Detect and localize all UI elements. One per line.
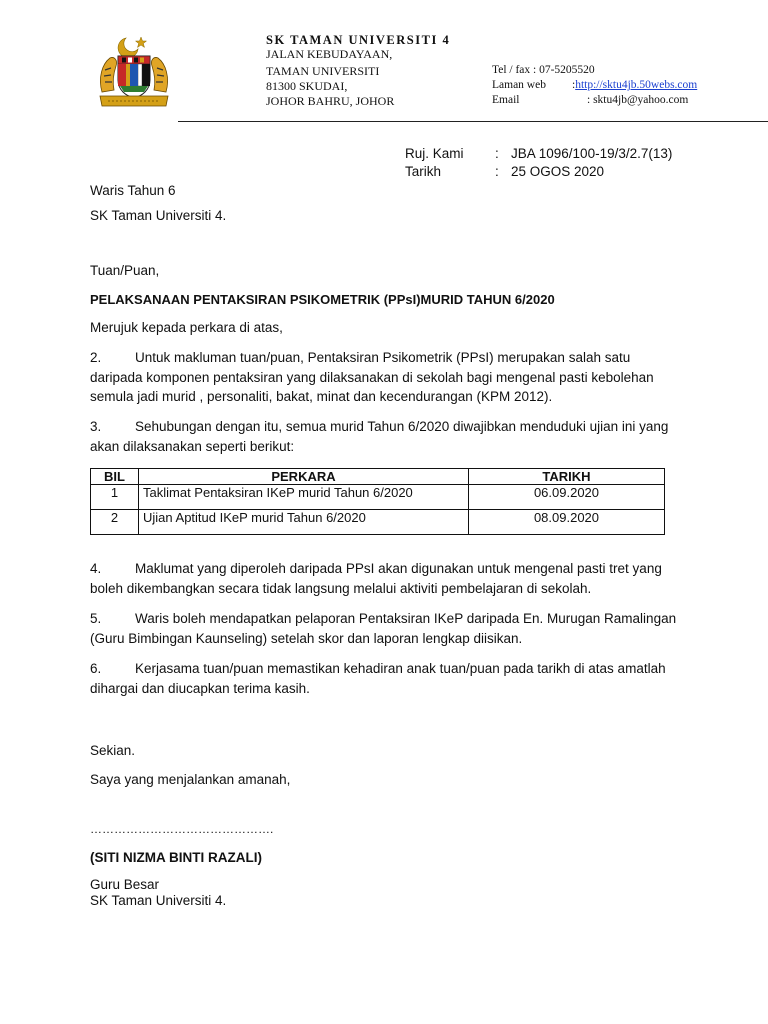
closing-motto: Saya yang menjalankan amanah,: [90, 772, 291, 787]
letter-subject: PELAKSANAAN PENTAKSIRAN PSIKOMETRIK (PPsI)MURID TAHUN 6/2020: [90, 292, 555, 307]
paragraph-line: Waris boleh mendapatkan pelaporan Pentaksiran IKeP daripada En. Murugan Ramalingan: [135, 611, 677, 626]
date-value: 25 OGOS 2020: [511, 164, 605, 179]
paragraph-6: [90, 659, 710, 698]
contact-value: : 07-5205520: [533, 64, 595, 76]
letterhead-divider: [178, 121, 768, 122]
contact-phone: [492, 64, 595, 76]
signatory-school: SK Taman Universiti 4.: [90, 893, 227, 908]
website-link[interactable]: http://sktu4jb.50webs.com: [575, 79, 698, 91]
paragraph-line: Untuk makluman tuan/puan, Pentaksiran Psikometrik (PPsI) merupakan salah satu: [135, 350, 631, 365]
reference-key: Ruj. Kami: [405, 146, 464, 161]
column-header: BIL: [91, 469, 139, 485]
signatory-name: (SITI NIZMA BINTI RAZALI): [90, 850, 262, 865]
paragraph-line: Kerjasama tuan/puan memastikan kehadiran anak tuan/puan pada tarikh di atas amatlah: [135, 661, 666, 676]
address-line: JALAN KEBUDAYAAN,: [266, 47, 393, 61]
address-line: TAMAN UNIVERSITI: [266, 64, 380, 78]
closing-sekian: Sekian.: [90, 743, 136, 758]
contact-colon: :: [572, 79, 576, 91]
paragraph-line: (Guru Bimbingan Kaunseling) setelah skor dan laporan lengkap diisikan.: [90, 630, 523, 646]
contact-website: [492, 79, 697, 91]
cell-perkara: Taklimat Pentaksiran IKeP murid Tahun 6/2020: [139, 485, 469, 510]
salutation: Tuan/Puan,: [90, 263, 160, 278]
signatory-position: Guru Besar: [90, 877, 160, 892]
reference-line: [405, 146, 672, 161]
signature-line: ……………………………………….: [90, 822, 274, 836]
reference-sep: :: [495, 146, 499, 161]
cell-perkara: Ujian Aptitud IKeP murid Tahun 6/2020: [139, 510, 469, 535]
contact-label: Email: [492, 94, 520, 106]
address-line: JOHOR BAHRU, JOHOR: [266, 94, 395, 108]
contact-email: [492, 94, 688, 106]
school-crest-logo: [96, 34, 172, 108]
table-row: [91, 510, 665, 535]
cell-bil: 2: [91, 510, 139, 535]
contact-label: Tel / fax: [492, 64, 531, 76]
column-header: PERKARA: [139, 469, 469, 485]
paragraph-line: boleh dikembangkan secara tidak langsung melalui aktiviti pembelajaran di sekolah.: [90, 580, 592, 596]
paragraph-3: [90, 417, 710, 456]
paragraph-line: daripada komponen pentaksiran yang dilaksanakan di sekolah bagi mengenal pasti kebolehan: [90, 369, 654, 385]
email-value: sktu4jb@yahoo.com: [593, 94, 689, 106]
paragraph-line: dihargai dan diucapkan terima kasih.: [90, 680, 310, 696]
school-name: SK TAMAN UNIVERSITI 4: [266, 33, 451, 47]
column-header: TARIKH: [469, 469, 665, 485]
paragraph-2: [90, 348, 710, 407]
contact-label: Laman web: [492, 79, 546, 91]
recipient-line: Waris Tahun 6: [90, 183, 176, 198]
paragraph-number: 2.: [90, 350, 102, 365]
table-row: [91, 485, 665, 510]
paragraph-number: 4.: [90, 561, 102, 576]
paragraph-number: 5.: [90, 611, 102, 626]
date-key: Tarikh: [405, 164, 442, 179]
recipient-line: SK Taman Universiti 4.: [90, 208, 227, 223]
paragraph-5: [90, 609, 710, 648]
paragraph-line: semula jadi murid , personaliti, bakat, minat dan kecendurangan (KPM 2012).: [90, 389, 553, 404]
cell-tarikh: 06.09.2020: [469, 485, 665, 510]
table-header-row: [91, 469, 665, 485]
paragraph-number: 6.: [90, 661, 102, 676]
cell-bil: 1: [91, 485, 139, 510]
paragraph-number: 3.: [90, 419, 102, 434]
schedule-table: [90, 468, 665, 535]
paragraph-4: [90, 559, 710, 598]
coat-of-arms-icon: [96, 34, 172, 108]
paragraph-line: Maklumat yang diperoleh daripada PPsI akan digunakan untuk mengenal pasti tret yang: [135, 561, 662, 576]
reference-value: JBA 1096/100-19/3/2.7(13): [511, 146, 673, 161]
cell-tarikh: 08.09.2020: [469, 510, 665, 535]
date-line: [405, 164, 604, 179]
contact-colon: :: [587, 94, 591, 106]
paragraph-line: Sehubungan dengan itu, semua murid Tahun 6/2020 diwajibkan menduduki ujian ini yang: [135, 419, 669, 434]
date-sep: :: [495, 164, 499, 179]
paragraph-line: akan dilaksanakan seperti berikut:: [90, 438, 295, 454]
address-line: 81300 SKUDAI,: [266, 79, 348, 93]
intro-line: Merujuk kepada perkara di atas,: [90, 320, 283, 335]
